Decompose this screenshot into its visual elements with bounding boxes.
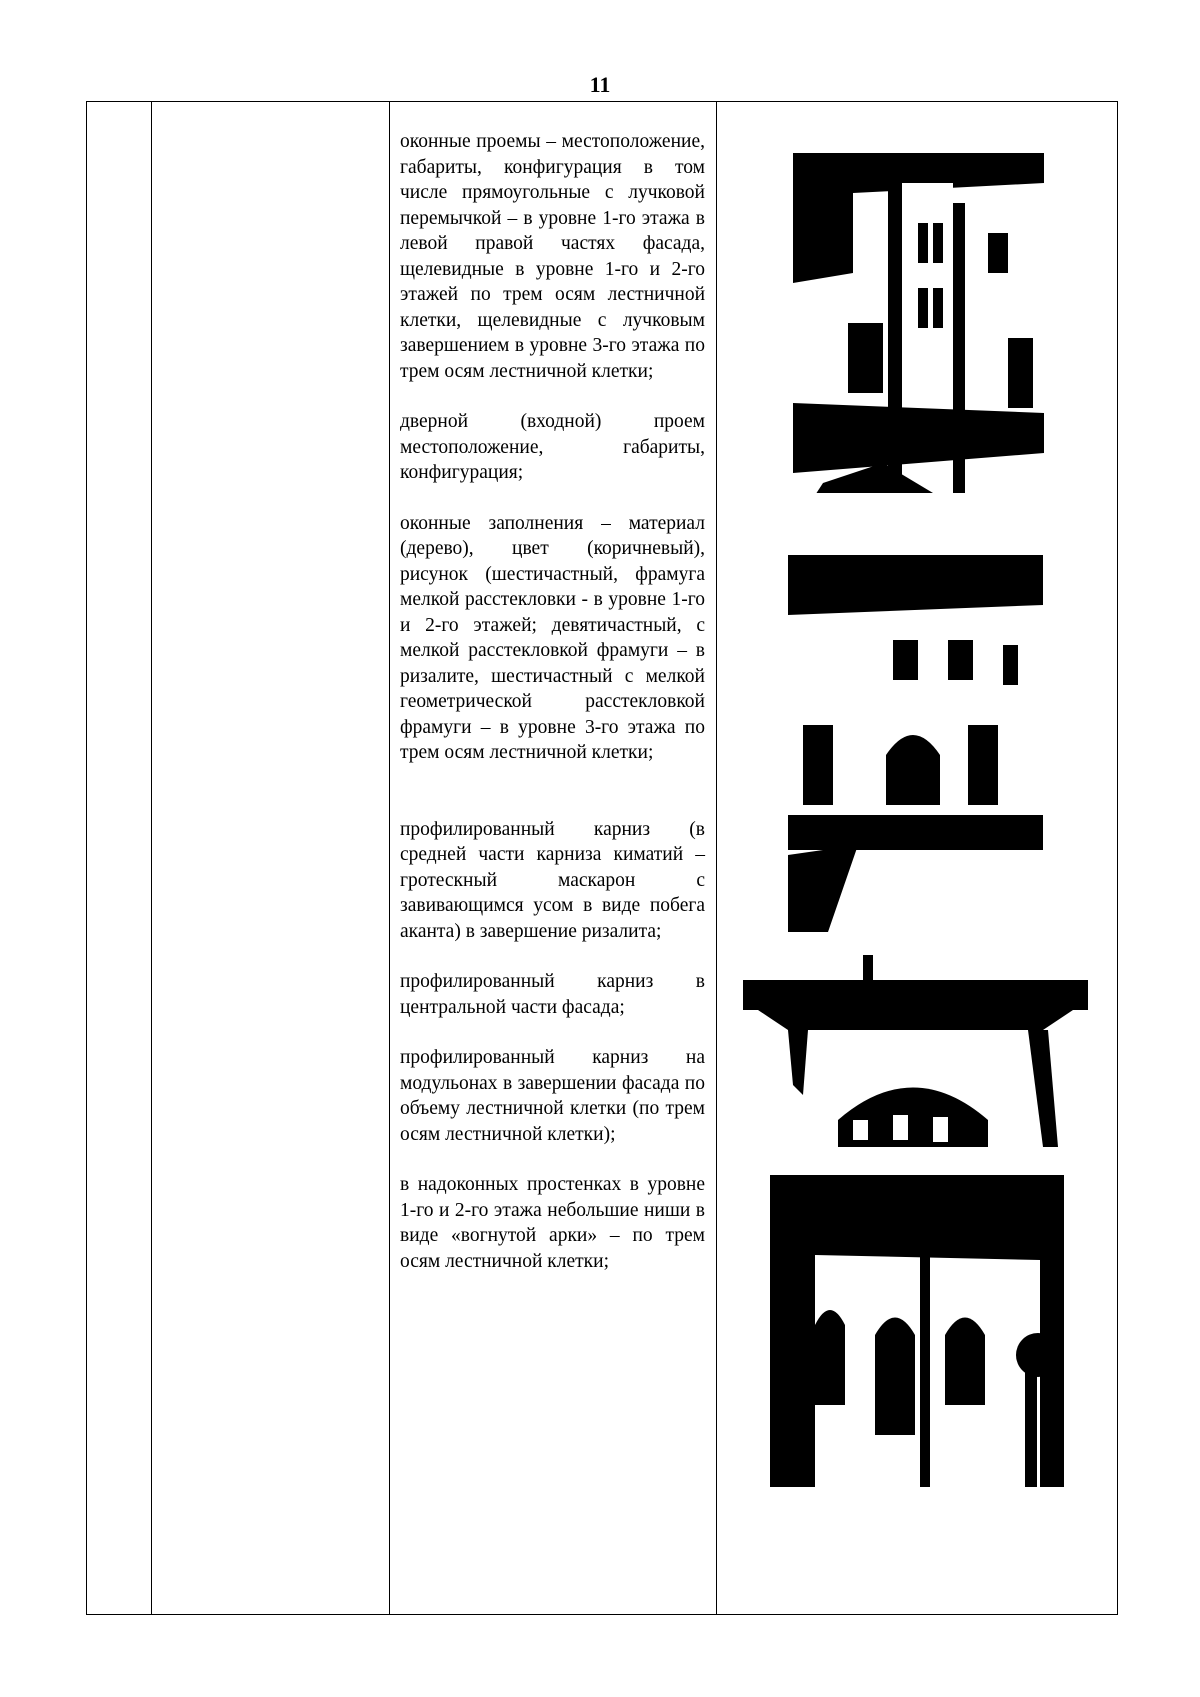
- building-facade-photo: [793, 153, 1044, 529]
- description-item: профилированный карниз на модульонах в завершении фасада по объему лестничной клетки (по трем осям лестничной клетки);: [400, 1047, 705, 1145]
- description-item: оконные проемы – местоположение, габариты, конфигурация в том числе прямоугольные с лучковой перемычкой – в уровне 1-го этажа в левой правой частях фасада, щелевидные в уровне 1-го и 2-го этажей по трем осям лестничной клетки, щелевидные с лучковым завершением в уровне 3-го этажа по трем осям лестничной клетки;: [400, 131, 705, 382]
- risalit-window-photo: [788, 555, 1043, 932]
- description-item: оконные заполнения – материал (дерево), цвет (коричневый), рисунок (шестичастный, фрамуга мелкой расстекловки - в уровне 1-го и 2-го этажей; девятичастный, с мелкой расстекловкой фрамуги – в ризалите, шестичастный с мелкой геометрической расстекловкой фрамуги – в уровне 3-го этажа по трем осям лестничной клетки;: [400, 512, 705, 763]
- description-item: профилированный карниз в центральной части фасада;: [400, 971, 705, 1018]
- description-item: дверной (входной) проем местоположение, габариты, конфигурация;: [400, 411, 705, 483]
- column-divider: [716, 102, 717, 1614]
- column-divider: [389, 102, 390, 1614]
- description-column: [400, 129, 705, 1274]
- page-number: 11: [589, 72, 611, 97]
- description-item: профилированный карниз (в средней части карниза киматий – гротескный маскарон с завивающимся усом в виде побега аканта) в завершение ризалита;: [400, 818, 705, 942]
- cornice-photo: [743, 955, 1088, 1147]
- column-divider: [151, 102, 152, 1614]
- description-item: в надоконных простенках в уровне 1-го и 2-го этажа небольшие ниши в виде «вогнутой арки» – по трем осям лестничной клетки;: [400, 1174, 705, 1272]
- stairwell-windows-photo: [770, 1175, 1064, 1487]
